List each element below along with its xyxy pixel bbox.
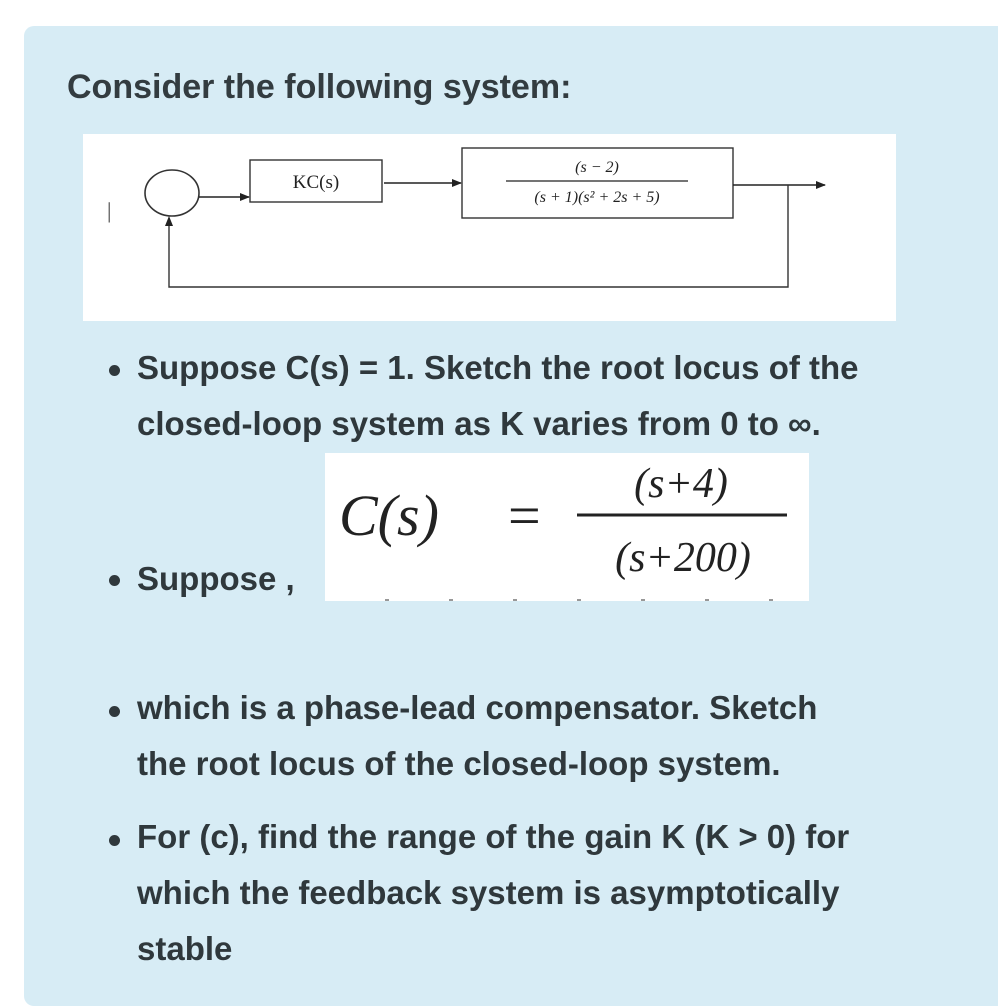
- block-diagram: [83, 134, 896, 321]
- bullet-dot-3: [109, 706, 120, 717]
- plant-denominator: (s + 1)(s² + 2s + 5): [534, 189, 660, 206]
- formula-denominator: (s+200): [615, 535, 751, 581]
- compensator-formula: [325, 453, 809, 601]
- plant-numerator: (s − 2): [575, 159, 619, 176]
- formula-numerator: (s+4): [634, 461, 728, 507]
- bullet-1-line-1: Suppose C(s) = 1. Sketch the root locus of the: [137, 349, 859, 386]
- bullet-dot-2: [109, 575, 120, 586]
- bullet-1-line-2: closed-loop system as K varies from 0 to ∞.: [137, 405, 821, 442]
- formula-equals: =: [508, 483, 541, 548]
- bullet-4-line-1: For (c), find the range of the gain K (K > 0) for: [137, 818, 850, 855]
- summing-junction: [145, 170, 199, 216]
- bullet-4-line-2: which the feedback system is asymptotically: [137, 874, 840, 911]
- bullet-2-text: Suppose ,: [137, 560, 295, 597]
- formula-lhs: C(s): [339, 483, 439, 548]
- input-mark: |: [107, 198, 112, 223]
- intro-text: Consider the following system:: [67, 68, 572, 106]
- controller-label: KC(s): [292, 172, 340, 193]
- bullet-3-line-1: which is a phase-lead compensator. Sketch: [137, 689, 818, 726]
- bullet-3-line-2: the root locus of the closed-loop system.: [137, 745, 781, 782]
- bullet-4-line-3: stable: [137, 930, 233, 967]
- bullet-dot-1: [109, 365, 120, 376]
- bullet-dot-4: [109, 835, 120, 846]
- feedback-arrowhead: [165, 216, 173, 226]
